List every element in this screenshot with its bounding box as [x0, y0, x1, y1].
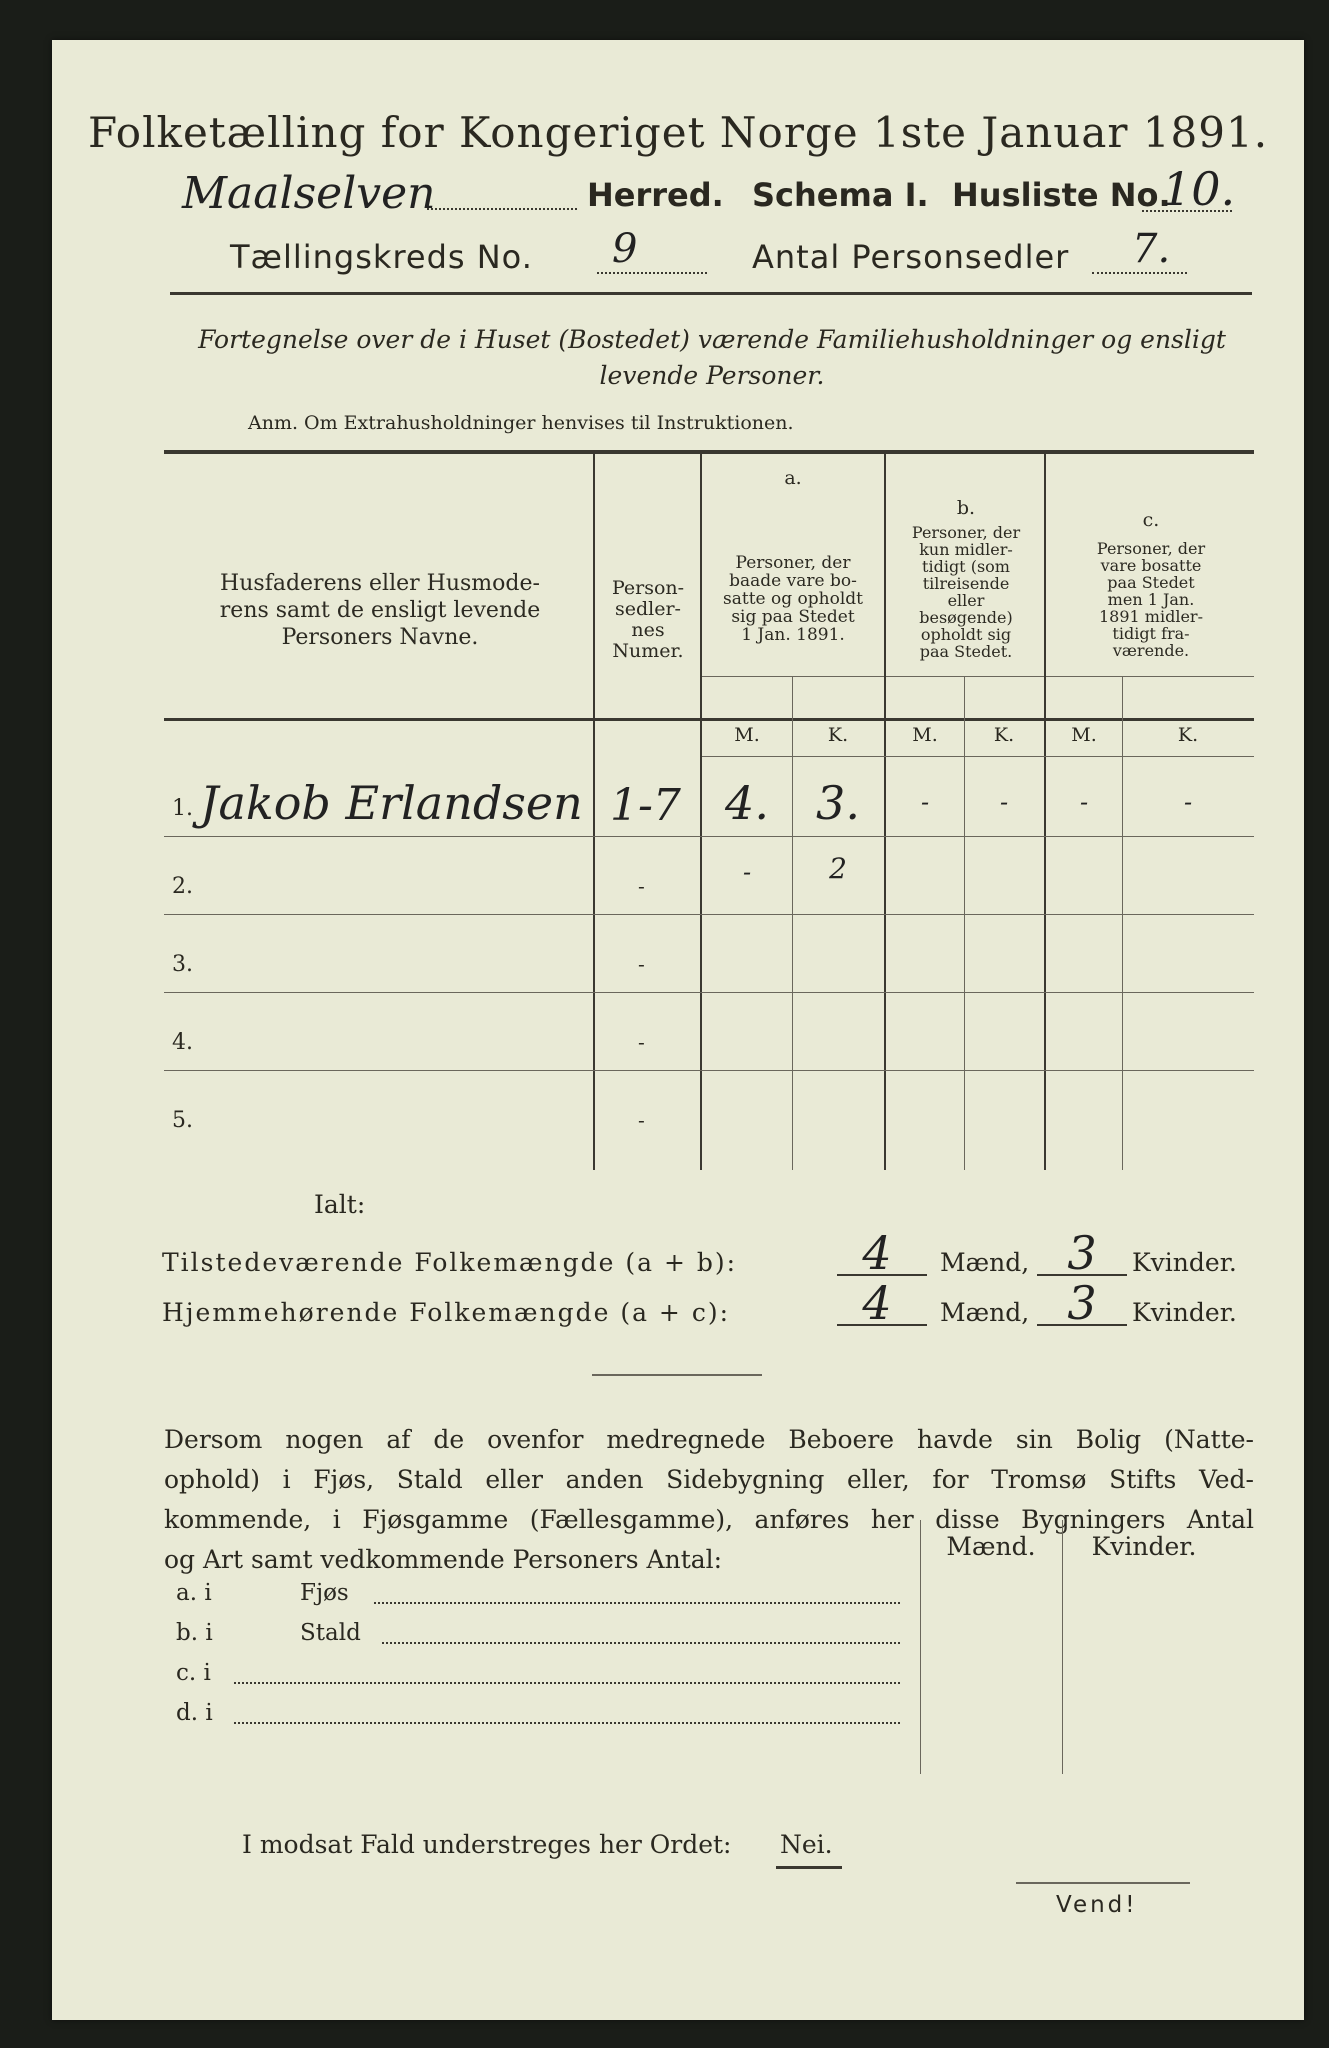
section-divider	[592, 1374, 762, 1376]
taellingskreds-dotted-line	[597, 272, 707, 274]
building-row-c-letter: c. i	[176, 1660, 211, 1686]
row-1-a-k: 3.	[816, 776, 860, 830]
col-header-b-letter: b.	[956, 497, 976, 519]
col-sub-b	[964, 676, 965, 1170]
modsat-fald-text: I modsat Fald understreges her Ordet:	[242, 1830, 732, 1859]
row-2-a-k: 2	[829, 852, 847, 885]
row-1-b-m: -	[920, 788, 930, 816]
row-sep-2	[164, 914, 1254, 915]
row-4-numer: -	[638, 1030, 645, 1054]
col-header-c-letter: c.	[1142, 509, 1160, 531]
building-row-b-letter: b. i	[176, 1620, 213, 1646]
mk-label-b-m: M.	[912, 724, 938, 746]
building-row-a-label: Fjøs	[300, 1580, 349, 1606]
row-5-numer: -	[638, 1108, 645, 1132]
hjemme-maend-label: Mænd,	[940, 1298, 1030, 1327]
col-sub-c	[1122, 676, 1123, 1170]
row-1-numer: 1-7	[610, 780, 681, 831]
row-number-1: 1.	[172, 796, 193, 821]
mk-row-bottom	[702, 756, 1254, 757]
row-number-3: 3.	[172, 952, 193, 977]
hjemme-kvinder-label: Kvinder.	[1132, 1298, 1237, 1327]
herred-label: Herred.	[587, 176, 724, 214]
tilstede-kvinder-label: Kvinder.	[1132, 1248, 1237, 1277]
building-kvinder-header: Kvinder.	[1091, 1532, 1197, 1561]
row-1-b-k: -	[999, 788, 1009, 816]
form-title: Folketælling for Kongeriget Norge 1ste Januar 1891.	[87, 108, 1269, 157]
schema-label: Schema I.	[752, 176, 929, 214]
personsedler-label: Antal Personsedler	[752, 238, 1070, 276]
col-divider-1	[593, 450, 595, 1170]
row-number-4: 4.	[172, 1030, 193, 1055]
tilstede-maend-label: Mænd,	[940, 1248, 1030, 1277]
taellingskreds-value: 9	[612, 226, 638, 272]
col-header-a-text: Personer, der baade vare bo- satte og opholdt sig paa Stedet 1 Jan. 1891.	[723, 553, 863, 645]
census-form	[52, 40, 1304, 2020]
row-1-a-m: 4.	[725, 776, 769, 830]
tilstede-maend-value: 4	[862, 1226, 892, 1280]
row-1-c-k: -	[1183, 788, 1193, 816]
ialt-label: Ialt:	[314, 1190, 366, 1219]
vend-rule	[1016, 1882, 1190, 1884]
header-rule	[170, 292, 1252, 295]
hjemme-kvinder-line	[1037, 1324, 1127, 1326]
building-row-a-letter: a. i	[176, 1580, 212, 1606]
vend-label: Vend!	[1056, 1892, 1138, 1918]
personsedler-value: 7.	[1132, 226, 1171, 272]
building-row-d-letter: d. i	[176, 1700, 213, 1726]
col-header-names: Husfaderens eller Husmode- rens samt de ensligt levende Personers Navne.	[219, 571, 541, 650]
col-header-c-text: Personer, der vare bosatte paa Stedet men 1 Jan. 1891 midler- tidigt fra- værende.	[1096, 539, 1206, 660]
col-sub-a	[792, 676, 793, 1170]
row-sep-1	[164, 836, 1254, 837]
mk-row-top	[702, 676, 1254, 677]
herred-dotted-line	[427, 208, 577, 210]
hjemme-maend-line	[837, 1324, 927, 1326]
taellingskreds-label: Tællingskreds No.	[230, 238, 533, 276]
herred-name: Maalselven	[182, 168, 436, 219]
husliste-value: 10.	[1162, 162, 1236, 216]
mk-label-a-m: M.	[734, 724, 760, 746]
building-col-divider-2	[1062, 1520, 1063, 1774]
fortegnelse-text: Fortegnelse over de i Huset (Bostedet) værende Familiehusholdninger og ensligt levende Personer.	[198, 325, 1226, 390]
personsedler-dotted-line	[1092, 272, 1187, 274]
building-row-a-dots	[374, 1602, 900, 1604]
hjemme-label: Hjemmehørende Folkemængde (a + c):	[162, 1298, 730, 1327]
row-2-numer: -	[638, 874, 645, 898]
hjemme-maend-value: 4	[862, 1276, 892, 1330]
row-number-5: 5.	[172, 1108, 193, 1133]
col-header-numer: Person- sedler- nes Numer.	[611, 577, 685, 662]
row-2-a-m: -	[742, 858, 752, 886]
nei-underline	[776, 1866, 842, 1869]
row-sep-3	[164, 992, 1254, 993]
col-header-a-letter: a.	[784, 467, 802, 489]
table-top-border	[164, 450, 1254, 454]
row-1-name: Jakob Erlandsen	[200, 776, 583, 830]
hjemme-kvinder-value: 3	[1067, 1276, 1097, 1330]
row-3-numer: -	[638, 952, 645, 976]
mk-label-a-k: K.	[827, 724, 849, 746]
table-header-bottom	[164, 718, 1254, 721]
mk-label-b-k: K.	[993, 724, 1015, 746]
husliste-label: Husliste No.	[952, 176, 1171, 214]
row-1-c-m: -	[1079, 788, 1089, 816]
row-sep-4	[164, 1070, 1254, 1071]
mk-label-c-k: K.	[1177, 724, 1199, 746]
building-row-b-dots	[382, 1642, 900, 1644]
nei-word: Nei.	[780, 1830, 833, 1859]
mk-label-c-m: M.	[1071, 724, 1097, 746]
husliste-dotted-line	[1142, 210, 1232, 212]
building-maend-header: Mænd.	[946, 1532, 1036, 1561]
building-row-c-dots	[234, 1682, 900, 1684]
building-row-d-dots	[234, 1722, 900, 1724]
anm-note: Anm. Om Extrahusholdninger henvises til Instruktionen.	[248, 412, 794, 434]
building-row-b-label: Stald	[300, 1620, 361, 1646]
col-header-b-text: Personer, der kun midler- tidigt (som tilreisende eller besøgende) opholdt sig paa Stedet.	[911, 523, 1021, 661]
row-number-2: 2.	[172, 874, 193, 899]
tilstede-label: Tilstedeværende Folkemængde (a + b):	[162, 1248, 738, 1277]
dersom-paragraph: Dersom nogen af de ovenfor medregnede Beboere havde sin Bolig (Natte- ophold) i Fjøs, Stald eller anden Sidebygning eller, for Tromsø Stifts Ved- kommende, i Fjøsgamme (Fællesgamme), anføres her disse Bygningers Antal og Art samt vedkommende Personers Antal:	[164, 1425, 1254, 1574]
tilstede-kvinder-value: 3	[1067, 1226, 1097, 1280]
